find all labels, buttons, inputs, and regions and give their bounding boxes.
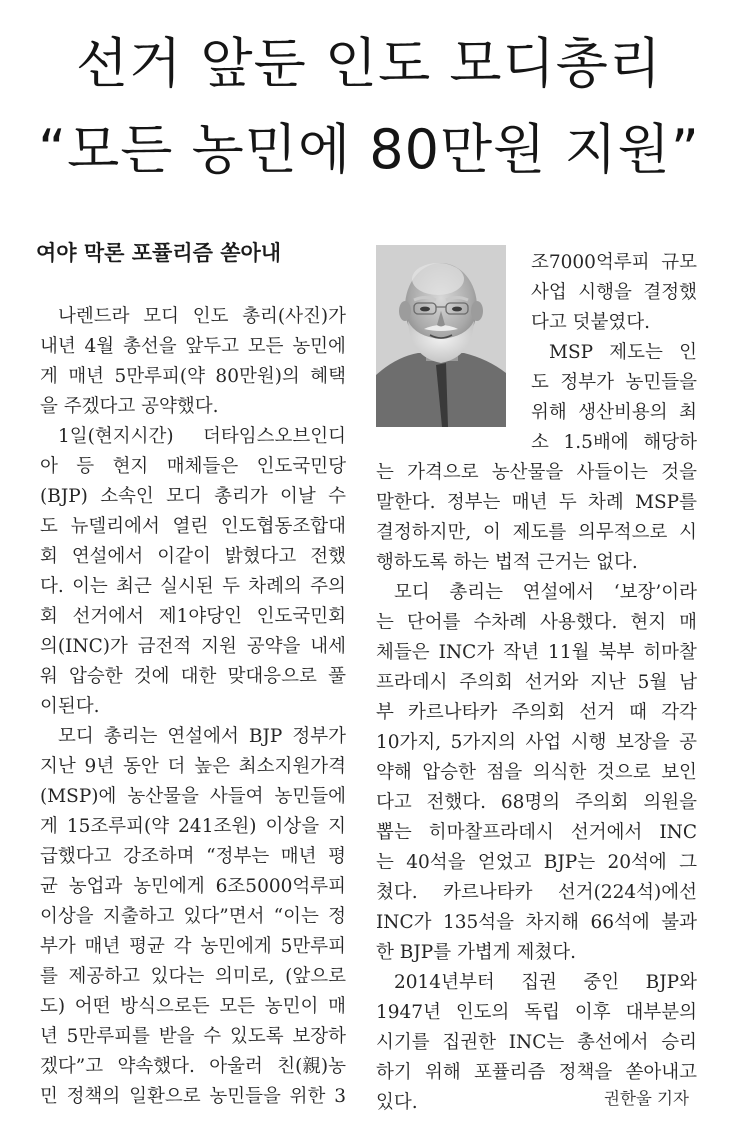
text-line: 시기를 집권한 INC는 총선에서 승리: [376, 1032, 697, 1053]
text-line: 결정하지만, 이 제도를 의무적으로 시: [376, 522, 697, 543]
text-line: MSP 제도는 인: [549, 342, 697, 363]
text-line: (MSP)에 농산물을 사들여 농민들에: [40, 786, 346, 807]
text-line: 뽑는 히마찰프라데시 선거에서 INC: [376, 822, 697, 843]
text-line: 겠다”고 약속했다. 아울러 친(親)농: [40, 1056, 346, 1077]
text-line: 10가지, 5가지의 사업 시행 보장을 공: [376, 732, 697, 753]
text-line: 민 정책의 일환으로 농민들을 위한 3: [40, 1086, 346, 1107]
text-line: 말한다. 정부는 매년 두 차례 MSP를: [376, 492, 697, 513]
text-line: (BJP) 소속인 모디 총리가 이날 수: [40, 486, 346, 507]
text-line: 소 1.5배에 해당하: [531, 432, 697, 453]
text-line: 있다.: [376, 1092, 418, 1113]
text-line: 를 제공하고 있다는 의미로, (앞으로: [40, 966, 346, 987]
text-line: 행하도록 하는 법적 근거는 없다.: [376, 552, 638, 573]
text-line: 약해 압승한 점을 의식한 것으로 보인: [376, 762, 697, 783]
text-line: 다. 이는 최근 실시된 두 차례의 주의: [40, 576, 346, 597]
text-line: 회 연설에서 이같이 밝혔다고 전했: [40, 546, 346, 567]
text-line: 부 카르나타카 주의회 선거 때 각각: [376, 702, 697, 723]
text-line: 쳤다. 카르나타카 선거(224석)에선: [376, 882, 697, 903]
headline-line-1: 선거 앞둔 인도 모디총리: [75, 32, 663, 95]
text-line: 나렌드라 모디 인도 총리(사진)가: [58, 306, 346, 327]
text-line: 지난 9년 동안 더 높은 최소지원가격: [40, 756, 346, 777]
text-line: 체들은 INC가 작년 11월 북부 히마찰: [376, 642, 697, 663]
text-line: 의(INC)가 금전적 지원 공약을 내세: [40, 636, 346, 657]
byline: 권한울 기자: [604, 1089, 689, 1108]
text-line: 도) 어떤 방식으로든 모든 농민이 매: [40, 996, 346, 1017]
portrait-photo: [376, 245, 506, 427]
text-line: 모디 총리는 연설에서 BJP 정부가: [58, 726, 346, 747]
text-line: 아 등 현지 매체들은 인도국민당: [40, 456, 346, 477]
subheadline: 여야 막론 포퓰리즘 쏟아내: [36, 241, 282, 265]
text-line: 회 선거에서 제1야당인 인도국민회: [40, 606, 346, 627]
text-line: 워 압승한 것에 대한 맞대응으로 풀: [40, 666, 346, 687]
text-line: 도 뉴델리에서 열린 인도협동조합대: [40, 516, 346, 537]
text-line: 다고 덧붙였다.: [531, 312, 650, 333]
text-line: 내년 4월 총선을 앞두고 모든 농민에: [40, 336, 346, 357]
text-line: 게 매년 5만루피(약 80만원)의 혜택: [40, 366, 346, 387]
text-line: 한 BJP를 가볍게 제쳤다.: [376, 942, 576, 963]
text-line: 는 단어를 수차례 사용했다. 현지 매: [376, 612, 697, 633]
text-line: 프라데시 주의회 선거와 지난 5월 남: [376, 672, 697, 693]
text-line: INC가 135석을 차지해 66석에 불과: [376, 912, 697, 933]
text-line: 위해 생산비용의 최: [531, 402, 697, 423]
text-line: 부가 매년 평균 각 농민에게 5만루피: [40, 936, 346, 957]
text-line: 이된다.: [40, 696, 100, 717]
text-line: 하기 위해 포퓰리즘 정책을 쏟아내고: [376, 1062, 697, 1083]
text-line: 게 15조루피(약 241조원) 이상을 지: [40, 816, 346, 837]
text-line: 을 주겠다고 공약했다.: [40, 396, 219, 417]
text-line: 급했다고 강조하며 “정부는 매년 평: [40, 846, 346, 867]
text-line: 1947년 인도의 독립 이후 대부분의: [376, 1002, 697, 1023]
text-line: 는 40석을 얻었고 BJP는 20석에 그: [376, 852, 697, 873]
text-line: 년 5만루피를 받을 수 있도록 보장하: [40, 1026, 346, 1047]
person-portrait-icon: [376, 245, 506, 427]
text-line: 1일(현지시간) 더타임스오브인디: [58, 426, 346, 447]
text-line: 다고 전했다. 68명의 주의회 의원을: [376, 792, 697, 813]
text-line: 는 가격으로 농산물을 사들이는 것을: [376, 462, 697, 483]
text-line: 조7000억루피 규모: [531, 252, 697, 273]
text-line: 사업 시행을 결정했: [531, 282, 697, 303]
text-line: 2014년부터 집권 중인 BJP와: [394, 972, 697, 993]
text-line: 균 농업과 농민에게 6조5000억루피: [40, 876, 346, 897]
text-line: 이상을 지출하고 있다”면서 “이는 정: [40, 906, 346, 927]
text-line: 도 정부가 농민들을: [531, 372, 697, 393]
text-line: 모디 총리는 연설에서 ‘보장’이라: [394, 582, 697, 603]
headline-line-2: “모든 농민에 80만원 지원”: [38, 118, 700, 181]
